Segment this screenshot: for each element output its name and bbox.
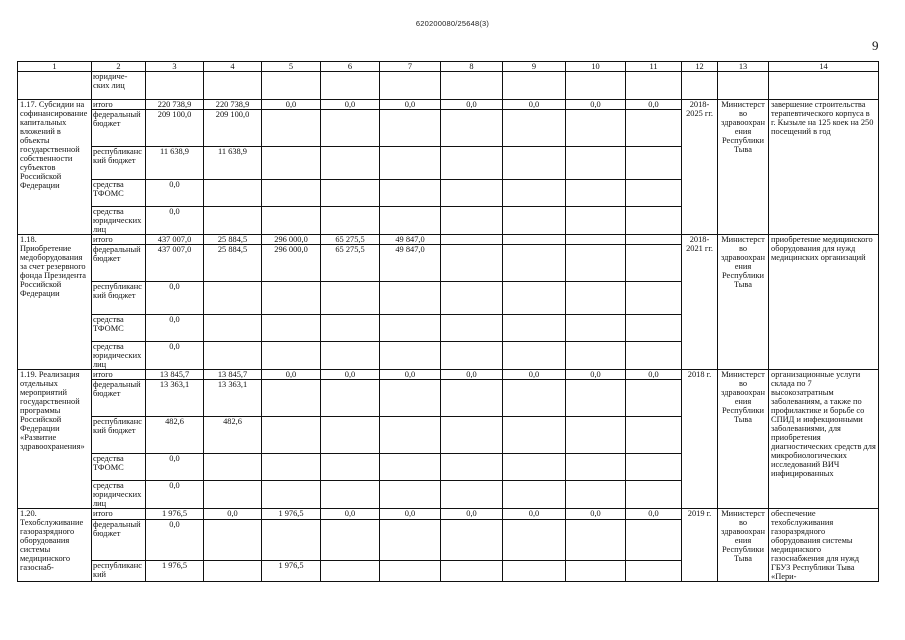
amount-col-8 bbox=[441, 342, 503, 370]
item-result: завершение строительства терапевтического корпуса в г. Кызыле на 125 коек на 250 посещений в год bbox=[769, 100, 879, 235]
amount-col-9 bbox=[503, 180, 566, 207]
item-executor: Министерство здравоохранения Республики Тыва bbox=[718, 235, 769, 370]
item-executor: Министерство здравоохранения Республики Тыва bbox=[718, 370, 769, 509]
amount-col-4: 0,0 bbox=[204, 509, 262, 520]
item-period: 2018-2025 гг. bbox=[682, 100, 718, 235]
amount-col-4 bbox=[204, 342, 262, 370]
amount-col-8: 0,0 bbox=[441, 100, 503, 110]
amount-col-9: 0,0 bbox=[503, 509, 566, 520]
amount-col-5: 1 976,5 bbox=[262, 560, 321, 581]
table-body bbox=[18, 72, 879, 582]
column-header-3: 3 bbox=[146, 62, 204, 72]
amount-col-10 bbox=[566, 520, 626, 561]
amount-col-5 bbox=[262, 180, 321, 207]
table-row bbox=[18, 509, 879, 520]
amount-col-3: 482,6 bbox=[146, 417, 204, 454]
column-header-8: 8 bbox=[441, 62, 503, 72]
amount-col-10 bbox=[566, 417, 626, 454]
amount-col-8 bbox=[441, 147, 503, 180]
amount-col-5: 0,0 bbox=[262, 370, 321, 380]
item-name: 1.17. Субсидии на софинансирование капитальных вложений в объекты государственной собственности субъектов Российской Федерации bbox=[18, 100, 92, 235]
amount-col-5: 296 000,0 bbox=[262, 245, 321, 282]
amount-col-5: 1 976,5 bbox=[262, 509, 321, 520]
amount-col-3: 1 976,5 bbox=[146, 560, 204, 581]
amount-col-9 bbox=[503, 315, 566, 342]
amount-col-3: 209 100,0 bbox=[146, 110, 204, 147]
amount-col-9 bbox=[503, 282, 566, 315]
funding-source: средства ТФОМС bbox=[92, 454, 146, 481]
amount-col-8 bbox=[441, 235, 503, 245]
item-result: приобретение медицинского оборудования для нужд медицинских организаций bbox=[769, 235, 879, 370]
amount-col-4: 220 738,9 bbox=[204, 100, 262, 110]
amount-col-8: 0,0 bbox=[441, 509, 503, 520]
column-header-12: 12 bbox=[682, 62, 718, 72]
continuation-row bbox=[18, 72, 879, 100]
empty-cell bbox=[441, 72, 503, 100]
amount-col-6: 65 275,5 bbox=[321, 235, 380, 245]
amount-col-11 bbox=[626, 207, 682, 235]
funding-source: итого bbox=[92, 509, 146, 520]
amount-col-10 bbox=[566, 282, 626, 315]
amount-col-10 bbox=[566, 315, 626, 342]
amount-col-11 bbox=[626, 454, 682, 481]
amount-col-10 bbox=[566, 147, 626, 180]
amount-col-5 bbox=[262, 380, 321, 417]
amount-col-4 bbox=[204, 481, 262, 509]
funding-source: итого bbox=[92, 235, 146, 245]
amount-col-7 bbox=[380, 520, 441, 561]
column-header-10: 10 bbox=[566, 62, 626, 72]
amount-col-6 bbox=[321, 380, 380, 417]
amount-col-6: 0,0 bbox=[321, 509, 380, 520]
amount-col-4: 13 363,1 bbox=[204, 380, 262, 417]
amount-col-6 bbox=[321, 417, 380, 454]
funding-source: республиканский бюджет bbox=[92, 417, 146, 454]
amount-col-7 bbox=[380, 282, 441, 315]
amount-col-3: 437 007,0 bbox=[146, 235, 204, 245]
funding-source: средства юридических лиц bbox=[92, 207, 146, 235]
amount-col-5 bbox=[262, 417, 321, 454]
column-header-13: 13 bbox=[718, 62, 769, 72]
amount-col-4 bbox=[204, 315, 262, 342]
amount-col-9 bbox=[503, 207, 566, 235]
funding-source: федеральный бюджет bbox=[92, 380, 146, 417]
amount-col-9 bbox=[503, 147, 566, 180]
amount-col-10 bbox=[566, 110, 626, 147]
amount-col-11 bbox=[626, 342, 682, 370]
amount-col-11 bbox=[626, 315, 682, 342]
funding-source: республиканский бюджет bbox=[92, 282, 146, 315]
amount-col-7: 49 847,0 bbox=[380, 245, 441, 282]
continuation-executor-cell bbox=[718, 72, 769, 100]
amount-col-11 bbox=[626, 245, 682, 282]
amount-col-7: 0,0 bbox=[380, 370, 441, 380]
amount-col-10 bbox=[566, 454, 626, 481]
amount-col-10 bbox=[566, 342, 626, 370]
table-row bbox=[18, 235, 879, 245]
amount-col-7 bbox=[380, 560, 441, 581]
amount-col-7 bbox=[380, 180, 441, 207]
column-header-5: 5 bbox=[262, 62, 321, 72]
amount-col-4 bbox=[204, 454, 262, 481]
amount-col-11 bbox=[626, 147, 682, 180]
empty-cell bbox=[503, 72, 566, 100]
amount-col-4 bbox=[204, 282, 262, 315]
amount-col-5 bbox=[262, 342, 321, 370]
amount-col-8 bbox=[441, 245, 503, 282]
item-period: 2018 г. bbox=[682, 370, 718, 509]
empty-cell bbox=[204, 72, 262, 100]
amount-col-9 bbox=[503, 520, 566, 561]
amount-col-3: 220 738,9 bbox=[146, 100, 204, 110]
amount-col-11: 0,0 bbox=[626, 100, 682, 110]
continuation-source: юридиче-ских лиц bbox=[92, 72, 146, 100]
amount-col-5 bbox=[262, 454, 321, 481]
amount-col-11: 0,0 bbox=[626, 370, 682, 380]
amount-col-8 bbox=[441, 520, 503, 561]
amount-col-6 bbox=[321, 282, 380, 315]
amount-col-9: 0,0 bbox=[503, 370, 566, 380]
item-executor: Министерство здравоохранения Республики Тыва bbox=[718, 100, 769, 235]
item-period: 2018-2021 гг. bbox=[682, 235, 718, 370]
amount-col-10: 0,0 bbox=[566, 509, 626, 520]
amount-col-9 bbox=[503, 245, 566, 282]
amount-col-7 bbox=[380, 110, 441, 147]
amount-col-7 bbox=[380, 147, 441, 180]
amount-col-4 bbox=[204, 560, 262, 581]
amount-col-6: 65 275,5 bbox=[321, 245, 380, 282]
item-name: 1.20. Техобслуживание газоразрядного оборудования системы медицинского газоснаб- bbox=[18, 509, 92, 582]
column-header-row bbox=[18, 62, 879, 72]
column-header-9: 9 bbox=[503, 62, 566, 72]
continuation-result-cell bbox=[769, 72, 879, 100]
empty-cell bbox=[566, 72, 626, 100]
amount-col-8 bbox=[441, 454, 503, 481]
continuation-period-cell bbox=[682, 72, 718, 100]
amount-col-4 bbox=[204, 207, 262, 235]
column-header-14: 14 bbox=[769, 62, 879, 72]
column-header-4: 4 bbox=[204, 62, 262, 72]
amount-col-3: 437 007,0 bbox=[146, 245, 204, 282]
amount-col-10: 0,0 bbox=[566, 370, 626, 380]
amount-col-3: 0,0 bbox=[146, 342, 204, 370]
funding-source: средства ТФОМС bbox=[92, 315, 146, 342]
amount-col-6: 0,0 bbox=[321, 100, 380, 110]
amount-col-3: 0,0 bbox=[146, 454, 204, 481]
amount-col-5: 296 000,0 bbox=[262, 235, 321, 245]
column-header-2: 2 bbox=[92, 62, 146, 72]
empty-cell bbox=[626, 72, 682, 100]
amount-col-6 bbox=[321, 454, 380, 481]
empty-cell bbox=[262, 72, 321, 100]
item-result: обеспечение техобслуживания газоразрядного оборудования системы медицинского газоснабжения для нужд ГБУЗ Республики Тыва «Пери- bbox=[769, 509, 879, 582]
amount-col-7 bbox=[380, 342, 441, 370]
amount-col-5: 0,0 bbox=[262, 100, 321, 110]
page-number: 9 bbox=[872, 38, 879, 53]
funding-source: федеральный бюджет bbox=[92, 245, 146, 282]
amount-col-11 bbox=[626, 417, 682, 454]
amount-col-3: 0,0 bbox=[146, 520, 204, 561]
amount-col-3: 0,0 bbox=[146, 481, 204, 509]
amount-col-7: 49 847,0 bbox=[380, 235, 441, 245]
amount-col-5 bbox=[262, 147, 321, 180]
amount-col-11 bbox=[626, 520, 682, 561]
funding-source: средства юридических лиц bbox=[92, 481, 146, 509]
amount-col-10: 0,0 bbox=[566, 100, 626, 110]
amount-col-8 bbox=[441, 380, 503, 417]
amount-col-11: 0,0 bbox=[626, 509, 682, 520]
amount-col-9 bbox=[503, 417, 566, 454]
empty-cell bbox=[380, 72, 441, 100]
amount-col-8 bbox=[441, 315, 503, 342]
amount-col-11 bbox=[626, 282, 682, 315]
funding-source: средства юридических лиц bbox=[92, 342, 146, 370]
amount-col-5 bbox=[262, 315, 321, 342]
amount-col-6 bbox=[321, 342, 380, 370]
amount-col-5 bbox=[262, 520, 321, 561]
amount-col-6 bbox=[321, 481, 380, 509]
budget-table bbox=[17, 61, 879, 582]
amount-col-9 bbox=[503, 110, 566, 147]
amount-col-6 bbox=[321, 207, 380, 235]
funding-source: федеральный бюджет bbox=[92, 520, 146, 561]
funding-source: итого bbox=[92, 370, 146, 380]
amount-col-3: 0,0 bbox=[146, 207, 204, 235]
amount-col-4 bbox=[204, 180, 262, 207]
amount-col-4: 25 884,5 bbox=[204, 245, 262, 282]
amount-col-9 bbox=[503, 342, 566, 370]
amount-col-8 bbox=[441, 560, 503, 581]
amount-col-10 bbox=[566, 380, 626, 417]
amount-col-6 bbox=[321, 180, 380, 207]
amount-col-11 bbox=[626, 180, 682, 207]
amount-col-4: 11 638,9 bbox=[204, 147, 262, 180]
amount-col-3: 11 638,9 bbox=[146, 147, 204, 180]
amount-col-10 bbox=[566, 481, 626, 509]
continuation-name-cell bbox=[18, 72, 92, 100]
amount-col-11 bbox=[626, 560, 682, 581]
amount-col-7 bbox=[380, 207, 441, 235]
amount-col-7 bbox=[380, 315, 441, 342]
empty-cell bbox=[321, 72, 380, 100]
item-result: организационные услуги склада по 7 высокозатратным заболеваниям, а также по профилактике и борьбе со СПИД и инфекционными заболеваниями, для приобретения диагностических средств для микробиологических исследований ВИЧ инфицированных bbox=[769, 370, 879, 509]
column-header-7: 7 bbox=[380, 62, 441, 72]
amount-col-8 bbox=[441, 282, 503, 315]
amount-col-10 bbox=[566, 207, 626, 235]
funding-source: средства ТФОМС bbox=[92, 180, 146, 207]
table-row bbox=[18, 100, 879, 110]
amount-col-10 bbox=[566, 235, 626, 245]
amount-col-3: 13 845,7 bbox=[146, 370, 204, 380]
document-id: 620200080/25648(3) bbox=[415, 19, 490, 28]
amount-col-8 bbox=[441, 110, 503, 147]
amount-col-4 bbox=[204, 520, 262, 561]
funding-source: федеральный бюджет bbox=[92, 110, 146, 147]
amount-col-7 bbox=[380, 481, 441, 509]
item-name: 1.18. Приобретение медоборудования за счет резервного фонда Президента Российской Федерации bbox=[18, 235, 92, 370]
amount-col-8 bbox=[441, 207, 503, 235]
amount-col-6: 0,0 bbox=[321, 370, 380, 380]
amount-col-8 bbox=[441, 180, 503, 207]
amount-col-4: 209 100,0 bbox=[204, 110, 262, 147]
amount-col-3: 0,0 bbox=[146, 180, 204, 207]
amount-col-9: 0,0 bbox=[503, 100, 566, 110]
amount-col-9 bbox=[503, 454, 566, 481]
amount-col-11 bbox=[626, 481, 682, 509]
amount-col-9 bbox=[503, 235, 566, 245]
amount-col-4: 482,6 bbox=[204, 417, 262, 454]
amount-col-5 bbox=[262, 282, 321, 315]
amount-col-10 bbox=[566, 560, 626, 581]
table-row bbox=[18, 370, 879, 380]
item-executor: Министерство здравоохранения Республики Тыва bbox=[718, 509, 769, 582]
amount-col-3: 13 363,1 bbox=[146, 380, 204, 417]
amount-col-5 bbox=[262, 110, 321, 147]
amount-col-4: 25 884,5 bbox=[204, 235, 262, 245]
amount-col-6 bbox=[321, 315, 380, 342]
amount-col-5 bbox=[262, 481, 321, 509]
amount-col-8 bbox=[441, 417, 503, 454]
amount-col-6 bbox=[321, 560, 380, 581]
amount-col-11 bbox=[626, 235, 682, 245]
amount-col-6 bbox=[321, 147, 380, 180]
amount-col-9 bbox=[503, 481, 566, 509]
amount-col-3: 0,0 bbox=[146, 282, 204, 315]
funding-source: республиканский bbox=[92, 560, 146, 581]
amount-col-3: 0,0 bbox=[146, 315, 204, 342]
amount-col-6 bbox=[321, 110, 380, 147]
amount-col-10 bbox=[566, 180, 626, 207]
amount-col-8 bbox=[441, 481, 503, 509]
amount-col-11 bbox=[626, 380, 682, 417]
item-name: 1.19. Реализация отдельных мероприятий государственной программы Российской Федерации «Развитие здравоохранения» bbox=[18, 370, 92, 509]
item-period: 2019 г. bbox=[682, 509, 718, 582]
amount-col-6 bbox=[321, 520, 380, 561]
amount-col-5 bbox=[262, 207, 321, 235]
amount-col-7: 0,0 bbox=[380, 509, 441, 520]
amount-col-11 bbox=[626, 110, 682, 147]
funding-source: итого bbox=[92, 100, 146, 110]
amount-col-7 bbox=[380, 454, 441, 481]
empty-cell bbox=[146, 72, 204, 100]
amount-col-9 bbox=[503, 380, 566, 417]
amount-col-10 bbox=[566, 245, 626, 282]
funding-source: республиканский бюджет bbox=[92, 147, 146, 180]
amount-col-8: 0,0 bbox=[441, 370, 503, 380]
amount-col-9 bbox=[503, 560, 566, 581]
column-header-11: 11 bbox=[626, 62, 682, 72]
amount-col-4: 13 845,7 bbox=[204, 370, 262, 380]
column-header-6: 6 bbox=[321, 62, 380, 72]
column-header-1: 1 bbox=[18, 62, 92, 72]
amount-col-3: 1 976,5 bbox=[146, 509, 204, 520]
amount-col-7: 0,0 bbox=[380, 100, 441, 110]
amount-col-7 bbox=[380, 417, 441, 454]
amount-col-7 bbox=[380, 380, 441, 417]
